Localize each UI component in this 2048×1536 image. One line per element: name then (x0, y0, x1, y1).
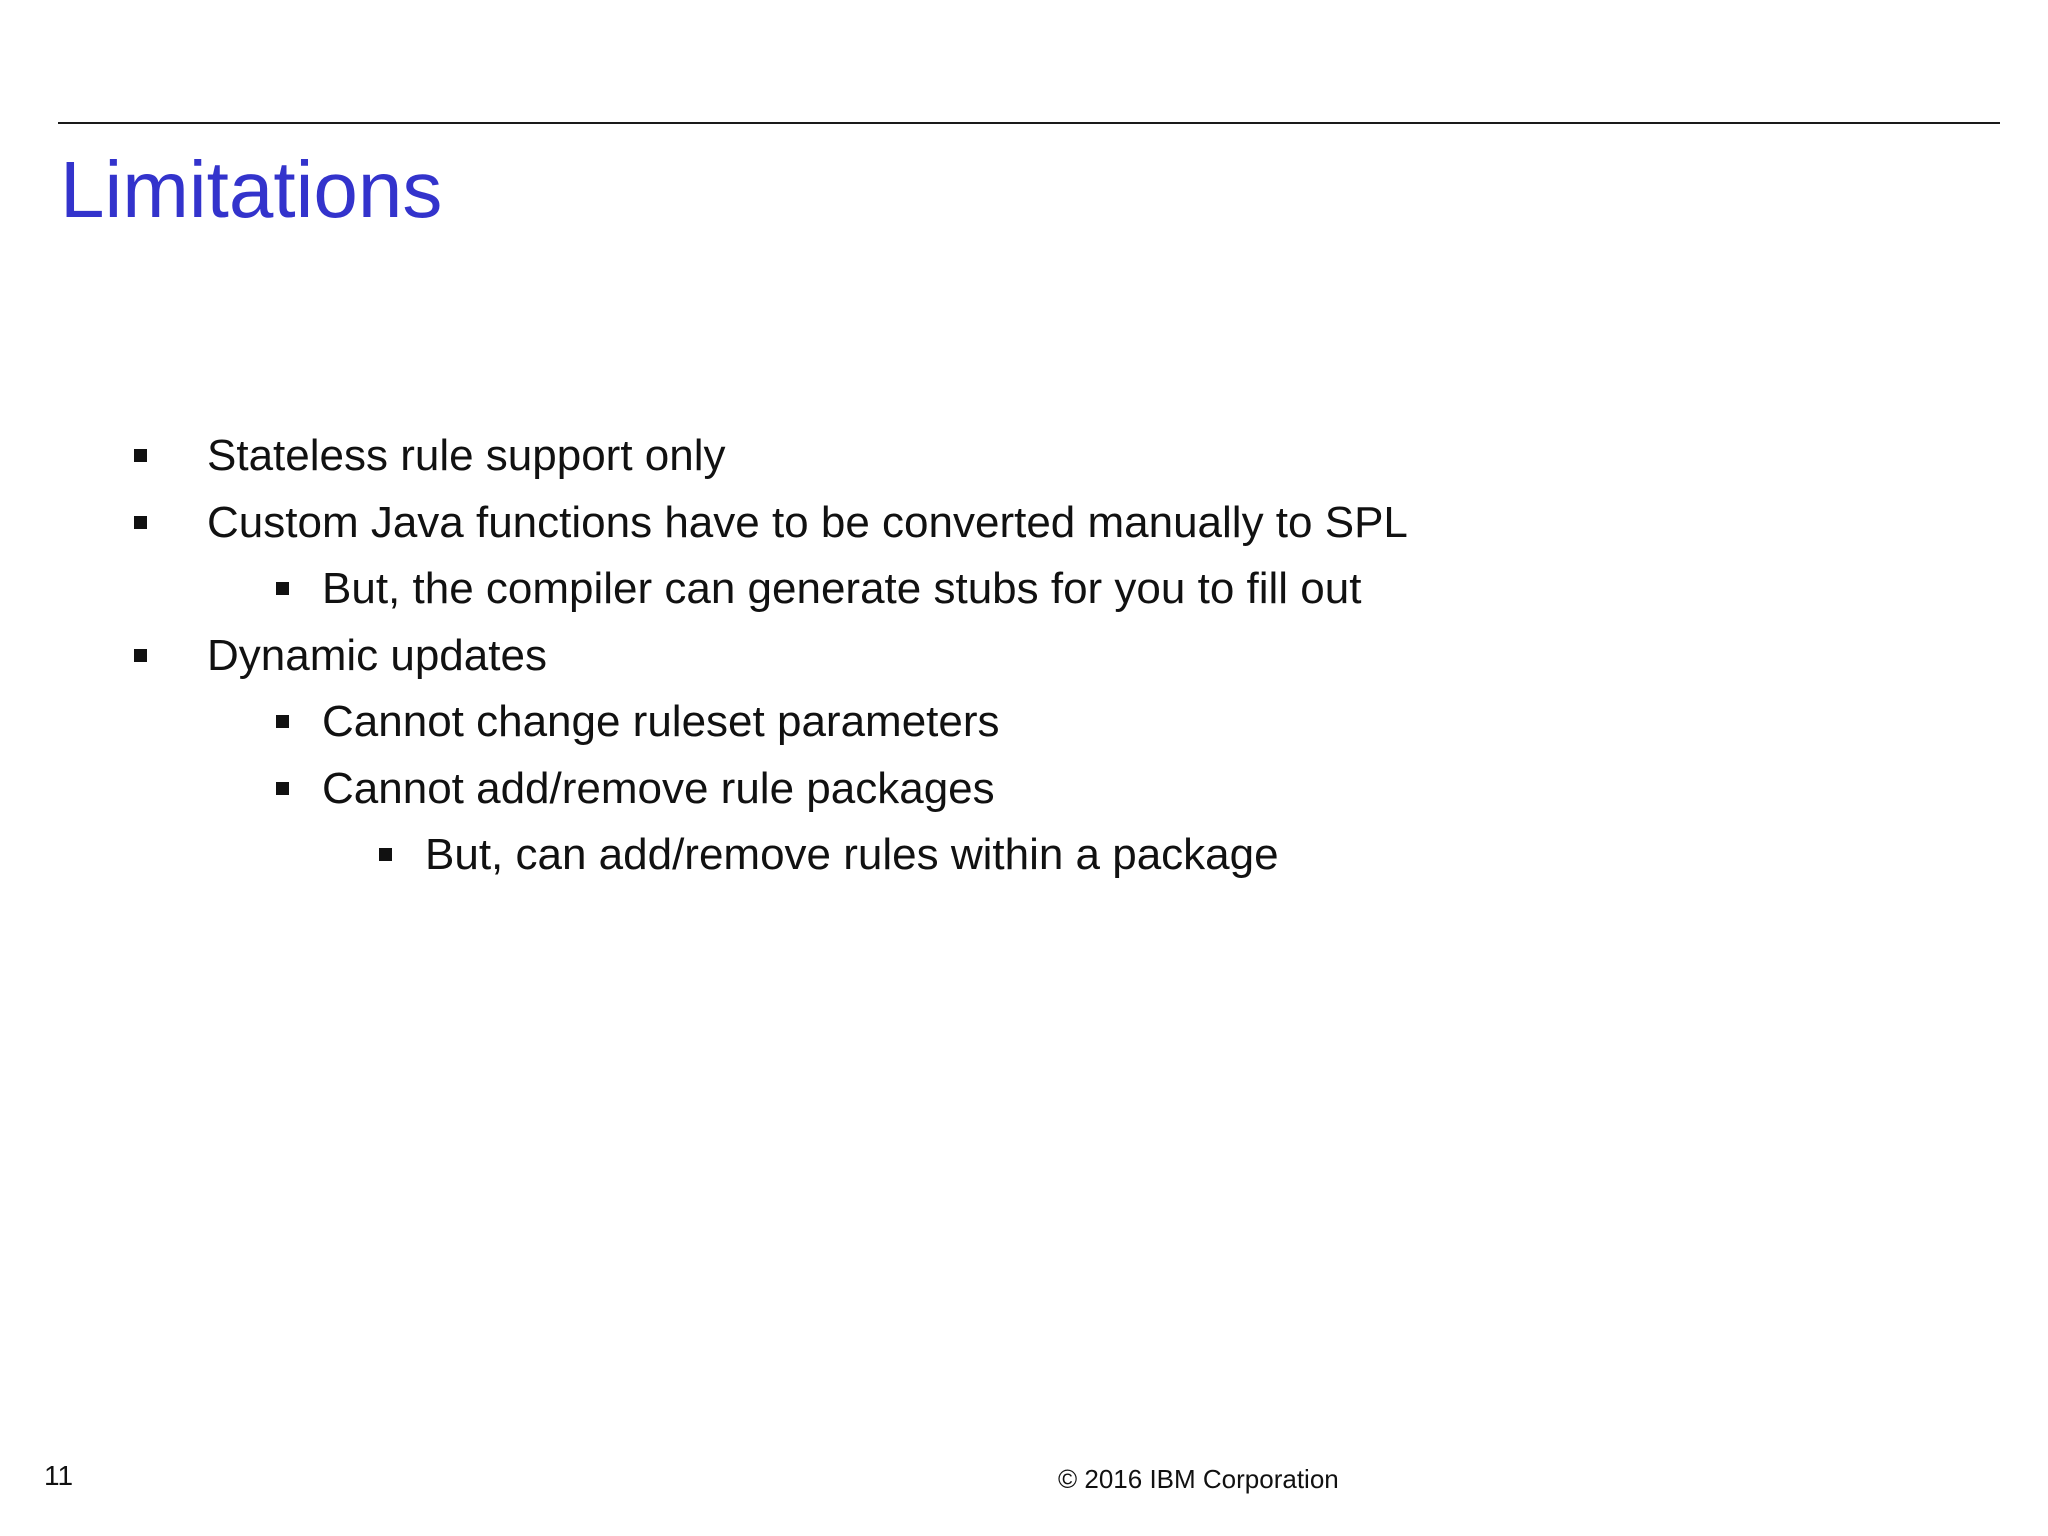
top-divider (58, 122, 2000, 124)
square-bullet-icon (276, 582, 289, 595)
bullet-item (0, 430, 2048, 497)
square-bullet-icon (276, 782, 289, 795)
bullet-text: But, can add/remove rules within a package (425, 830, 1279, 879)
sub-bullet-item (0, 563, 2048, 630)
bullet-text: Cannot add/remove rule packages (322, 763, 995, 813)
sub-sub-bullet-item (0, 829, 2048, 896)
square-bullet-icon (379, 848, 392, 861)
bullet-text: But, the compiler can generate stubs for you to fill out (322, 564, 1362, 613)
page-number: 11 (44, 1460, 74, 1491)
square-bullet-icon (134, 649, 147, 662)
square-bullet-icon (276, 715, 289, 728)
slide-title: Limitations (60, 145, 443, 234)
bullet-text: Custom Java functions have to be converted manually to SPL (207, 497, 1408, 547)
sub-bullet-item (0, 763, 2048, 830)
square-bullet-icon (134, 516, 147, 529)
sub-bullet-item (0, 696, 2048, 763)
bullet-text: Dynamic updates (207, 630, 547, 680)
copyright-footer: © 2016 IBM Corporation (1058, 1464, 1339, 1494)
square-bullet-icon (134, 449, 147, 462)
bullet-item (0, 497, 2048, 564)
bullet-text: Cannot change ruleset parameters (322, 697, 1000, 746)
bullet-list (0, 430, 2048, 896)
bullet-text: Stateless rule support only (207, 431, 726, 480)
bullet-item (0, 630, 2048, 697)
